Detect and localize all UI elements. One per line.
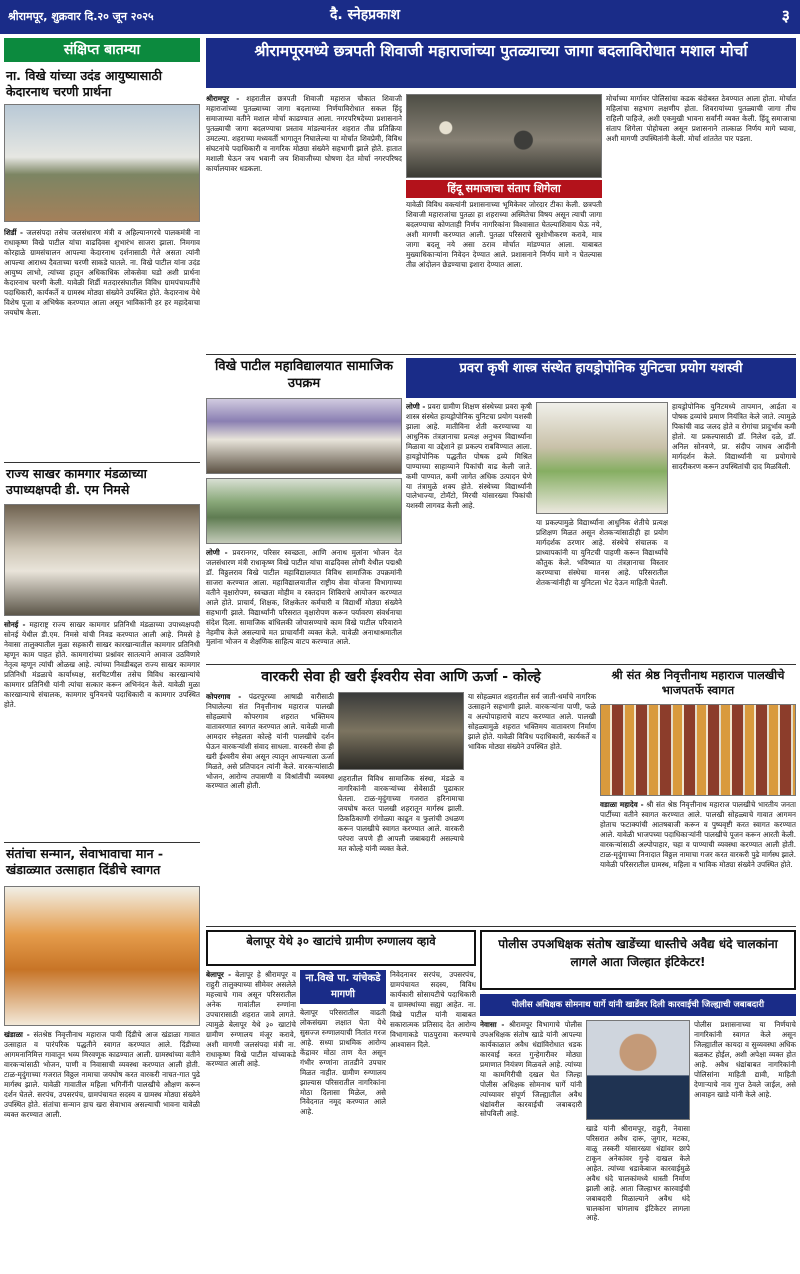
story3-text: संतश्रेष्ठ निवृत्तीनाथ महाराज पायी दिंडीचे आज खंडाळा गावात उत्साहात व पारंपरिक पद्धतीने स्वागत करण्यात आले. दिंडीच्या आगमनानिमित्त गावातून भव्य मिरवणूक काढण्यात आली. ग्रामस्थांच्या वतीने वारकऱ्यांसाठी भोजन, पाणी व निवासाची व्यवस्था करण्यात आली होती. टाळ-मृदुंगाच्या गजरात विठ्ठल नामाचा जयघोष करत वारकरी नाचत-गात पुढे मार्गस्थ झाले. यावेळी गावातील महिला भगिनींनी पालखीचे औक्षण करून दर्शन घेतले. सरपंच, उपसरपंच, ग्रामपंचायत सदस्य व ग्रामस्थ मोठ्या संख्येने उपस्थित होते. संतांचा सन्मान हाच खरा सेवाभाव असल्याची भावना यावेळी व्यक्त करण्यात आली. (4, 1030, 200, 1119)
lead-text-b: यावेळी विविध वक्त्यांनी प्रशासनाच्या भूमिकेवर जोरदार टीका केली. छत्रपती शिवाजी महाराजांचा पुतळा हा शहराच्या अस्मितेचा विषय असून त्याची जागा बदलण्याचा कोणताही निर्णय नागरिकांना विश्वासात घेतल्याशिवाय घेऊ नये, अशी मागणी करण्यात आली. पुतळा परिसराचे सुशोभीकरण करावे, मात्र जागा बदलू नये असा ठराव मोर्चात मांडण्यात आला. याबाबत मुख्याधिकाऱ्यांना निवेदन देण्यात आले. प्रशासनाने निर्णय मागे न घेतल्यास तीव्र आंदोलन छेडण्याचा इशारा देण्यात आला. (406, 200, 602, 269)
page-number: ३ (781, 6, 790, 25)
police-dateline: नेवासा - (480, 1020, 505, 1029)
belapur-text-b: बेलापूर परिसरातील वाढती लोकसंख्या लक्षात घेता येथे सुसज्ज रुग्णालयाची नितांत गरज आहे. सध्या प्राथमिक आरोग्य केंद्रावर मोठा ताण येत असून गंभीर रुग्णांना तातडीने उपचार मिळत नाहीत. ग्रामीण रुग्णालय झाल्यास परिसरातील नागरिकांना मोठा दिलासा मिळेल, असे निवेदनात नमूद करण्यात आले आहे. (300, 1008, 386, 1117)
police-photo (586, 1020, 690, 1120)
lead-text-c: मोर्चाच्या मार्गावर पोलिसांचा कडक बंदोबस्त ठेवण्यात आला होता. मोर्चात महिलांचा सहभाग लक्षणीय होता. शिवरायांच्या पुतळ्याची जागा तीच राहिली पाहिजे, अशी एकमुखी भावना सर्वांनी व्यक्त केली. हिंदू समाजाचा संताप शिगेला पोहोचला असून प्रशासनाने तात्काळ निर्णय मागे घ्यावा, अशी मागणी उपस्थितांनी केली. मोर्चा शांततेत पार पडला. (606, 94, 796, 143)
divider (206, 354, 796, 355)
belapur-headline: बेलापूर येथे ३० खाटांचे ग्रामीण रुग्णालय व्हावे (206, 930, 476, 966)
story3-dateline: खंडाळा - (4, 1030, 30, 1039)
belapur-text-c: निवेदनावर सरपंच, उपसरपंच, ग्रामपंचायत सदस्य, विविध कार्यकारी सोसायटीचे पदाधिकारी व ग्रामस्थांच्या सह्या आहेत. ना. विखे पाटील यांनी याबाबत सकारात्मक प्रतिसाद देत आरोग्य विभागाकडे पाठपुरावा करण्याचे आश्वासन दिले. (390, 970, 476, 1049)
story1-text: जलसंपदा तसेच जलसंधारण मंत्री व अहिल्यानगरचे पालकमंत्री ना राधाकृष्ण विखे पाटील यांचा वाढदिवस शुभारंभ साजरा झाला. निमगाव कोरहाळे ग्रामसंचालन आपल्या केदारनाथ दर्शनासाठी गेले असता त्यांनी आपल्या आराध्य दैवताच्या चरणी साकडे घातले. ना. विखे पाटील यांना उदंड आयुष्य लाभो, त्यांच्या हातून अधिकाधिक लोकसेवा घडो अशी प्रार्थना केदारनाथ चरणी केली. यावेळी शिर्डी मतदारसंघातील विविध ग्रामपंचायतींचे पदाधिकारी, कार्यकर्ते व ग्रामस्थ मोठ्या संख्येने उपस्थित होते. केदारनाथ येथे विशेष पूजा व अभिषेक करण्यात आला असून भाविकांनी हर हर महादेवाचा जयघोष केला. (4, 228, 200, 317)
police-headline: पोलीस उपअधिक्षक संतोष खाडेंच्या धास्तीचे अवैद्य धंदे चालकांना लागले आता जिल्हात इंटिकेटर! (480, 930, 796, 990)
barkari-body-a (206, 692, 334, 922)
nivrutti-body (600, 800, 796, 922)
belapur-dateline: बेलापूर - (206, 970, 232, 979)
lead-body-a (206, 94, 402, 350)
divider (4, 462, 200, 463)
story1-headline: ना. विखे यांच्या उदंड आयुष्यासाठी केदारनाथ चरणी प्रार्थना (6, 68, 162, 99)
police-body-c (694, 1020, 796, 1270)
story2-headline: राज्य साखर कामगार मंडळाच्या उपाध्यक्षपदी डी. एम निमसे (6, 466, 147, 497)
pravara-text-a: प्रवरा ग्रामीण शिक्षण संस्थेच्या प्रवरा कृषी शास्त्र संस्थेत हायड्रोपोनिक युनिटचा प्रयोग यशस्वी झाला आहे. मातीविना शेती करण्याच्या या आधुनिक तंत्रज्ञानाचा प्रत्यक्ष अनुभव विद्यार्थ्यांना मिळावा या उद्देशाने हा प्रकल्प राबविण्यात आला. हायड्रोपोनिक पद्धतीत पोषक द्रव्ये मिश्रित पाण्याच्या साहाय्याने पिकांची वाढ केली जाते. कमी पाण्यात, कमी जागेत अधिक उत्पादन घेणे या तंत्रामुळे शक्य होते. संस्थेच्या विद्यार्थ्यांनी पालेभाज्या, टोमॅटो, मिरची यांसारख्या पिकांची यशस्वी लागवड केली आहे. (406, 402, 532, 511)
lead-dateline: श्रीरामपूर - (206, 94, 240, 103)
pravara-body-c (672, 402, 796, 660)
belapur-body-a (206, 970, 296, 1270)
story3-photo (4, 886, 200, 1026)
lead-photo-caption: हिंदू समाजाचा संताप शिगेला (406, 180, 602, 198)
belapur-body-b (300, 1008, 386, 1270)
masthead (0, 0, 800, 34)
story2-body (4, 620, 200, 838)
masthead-dateline: श्रीरामपूर, शुक्रवार दि.२० जून २०२५ (8, 10, 154, 23)
vikhe-photo-2 (206, 478, 402, 544)
police-text-b: खाडे यांनी श्रीरामपूर, राहुरी, नेवासा परिसरात अवैध दारू, जुगार, मटका, वाळू तस्करी यांसारख्या धंद्यांवर छापे टाकून अनेकांवर गुन्हे दाखल केले आहेत. त्यांच्या धडाकेबाज कारवाईमुळे अवैध धंदे चालकांमध्ये धास्ती निर्माण झाली आहे. आता जिल्हाभर कारवाईची जबाबदारी मिळाल्याने अवैध धंदे चालकांना चांगलाच इंटिकेटर लागला आहे. (586, 1124, 690, 1223)
barkari-headline: वारकरी सेवा ही खरी ईश्वरीय सेवा आणि ऊर्जा - कोल्हे (261, 669, 541, 685)
belapur-text-a: बेलापूर हे श्रीरामपूर व राहुरी तालुक्याच्या सीमेवर असलेले महत्त्वाचे गाव असून परिसरातील अनेक गावांतील रुग्णांना उपचारासाठी शहरात जावे लागते. त्यामुळे बेलापूर येथे ३० खाटांचे ग्रामीण रुग्णालय मंजूर करावे, अशी मागणी जलसंपदा मंत्री ना. राधाकृष्ण विखे पाटील यांच्याकडे करण्यात आली आहे. (206, 970, 296, 1069)
nivrutti-photo (600, 704, 796, 796)
lead-body-b (406, 200, 602, 350)
barkari-body-b (338, 774, 464, 922)
barkari-text-a: पंढरपूरच्या आषाढी वारीसाठी निघालेल्या संत निवृत्तीनाथ महाराज पालखी सोहळ्याचे कोपरगाव शहरात भक्तिमय वातावरणात स्वागत करण्यात आले. यावेळी माजी आमदार स्नेहलता कोल्हे यांनी पालखीचे दर्शन घेऊन वारकऱ्यांशी संवाद साधला. वारकरी सेवा ही खरी ईश्वरीय सेवा असून त्यातून आपल्याला ऊर्जा मिळते, असे प्रतिपादन त्यांनी केले. वारकऱ्यांसाठी भोजन, आरोग्य तपासणी व विश्रांतीची व्यवस्था करण्यात आली होती. (206, 692, 334, 791)
section-label: संक्षिप्त बातम्या (4, 38, 200, 62)
vikhe-headline: विखे पाटील महाविद्यालयात सामाजिक उपक्रम (215, 359, 393, 391)
story1-body (4, 228, 200, 458)
police-body-a (480, 1020, 582, 1270)
vikhe-photo-1 (206, 398, 402, 474)
vikhe-text: प्रवरानगर, परिसर स्वच्छता, आणि अनाथ मुलांना भोजन देत जलसंधारण मंत्री राधाकृष्ण विखे पाटील यांचा वाढदिवस लोणी येथील पद्मश्री डॉ. विठ्ठलराव विखे पाटील महाविद्यालयात विविध सामाजिक उपक्रमांनी साजरा करण्यात आला. महाविद्यालयातील राष्ट्रीय सेवा योजना विभागाच्या वतीने वृक्षारोपण, स्वच्छता मोहीम व रक्तदान शिबिराचे आयोजन करण्यात आले होते. प्राचार्य, शिक्षक, शिक्षकेतर कर्मचारी व विद्यार्थी मोठ्या संख्येने सहभागी झाले. विद्यार्थ्यांनी परिसरात वृक्षारोपण करून पर्यावरण संवर्धनाचा संदेश दिला. सामाजिक बांधिलकी जोपासण्याचे काम विखे पाटील परिवाराने नेहमीच केले असल्याचे मत प्राचार्यांनी व्यक्त केले. यावेळी अनाथाश्रमातील मुलांना भोजन व शैक्षणिक साहित्य वाटप करण्यात आले. (206, 548, 402, 647)
story3-headline: संतांचा सन्मान, सेवाभावाचा मान - खंडाळ्यात उत्साहात दिंडीचे स्वागत (6, 846, 164, 877)
police-text-a: श्रीरामपूर विभागाचे पोलीस उपअधिक्षक संतोष खाडे यांनी आपल्या कार्यकाळात अवैध धंद्यांविरोधात धडक कारवाई करत गुन्हेगारीवर मोठ्या प्रमाणात नियंत्रण मिळवले आहे. त्यांच्या या कामगिरीची दखल घेत जिल्हा पोलीस अधिक्षक सोमनाथ घार्गे यांनी त्यांच्यावर संपूर्ण जिल्ह्यातील अवैध धंद्यांवरील कारवाईची जबाबदारी सोपविली आहे. (480, 1020, 582, 1119)
divider (4, 842, 200, 843)
nivrutti-headline: श्री संत श्रेष्ठ निवृत्तीनाथ महाराज पालखीचे भाजपतर्फे स्वागत (611, 668, 785, 697)
nivrutti-dateline: वडाळा महादेव - (600, 800, 644, 809)
nivrutti-text: श्री संत श्रेष्ठ निवृत्तीनाथ महाराज पालखीचे भारतीय जनता पार्टीच्या वतीने स्वागत करण्यात आले. पालखी सोहळ्याचे गावात आगमन होताच फटाक्यांची आतषबाजी करून व पुष्पवृष्टी करत स्वागत करण्यात आले. यावेळी भाजपच्या पदाधिकाऱ्यांनी पालखीचे पूजन करून आरती केली. वारकऱ्यांसाठी अल्पोपाहार, चहा व पाण्याची व्यवस्था करण्यात आली होती. टाळ-मृदुंगाच्या निनादात विठ्ठल नामाचा गजर करत वारकरी पुढे मार्गस्थ झाले. यावेळी परिसरातील ग्रामस्थ, महिला व भाविक मोठ्या संख्येने उपस्थित होते. (600, 800, 796, 869)
divider (206, 926, 796, 927)
pravara-body-a (406, 402, 532, 660)
left-column (4, 38, 200, 1270)
pravara-dateline: लोणी - (406, 402, 426, 411)
story1-photo (4, 104, 200, 222)
story2-dateline: सोनई - (4, 620, 26, 629)
belapur-subhead: ना.विखे पा. यांचेकडे मागणी (300, 970, 386, 1004)
barkari-text-c: या सोहळ्यात शहरातील सर्व जाती-धर्माचे नागरिक उत्साहाने सहभागी झाले. वारकऱ्यांना पाणी, फळे व अल्पोपाहाराचे वाटप करण्यात आले. पालखी सोहळ्यामुळे शहरात भक्तिमय वातावरण निर्माण झाले होते. यावेळी विविध पदाधिकारी, कार्यकर्ते व भाविक मोठ्या संख्येने उपस्थित होते. (468, 692, 596, 751)
pravara-photo (536, 402, 668, 514)
divider (206, 664, 796, 665)
vikhe-body (206, 548, 402, 660)
barkari-photo (338, 692, 464, 770)
pravara-text-b: या प्रकल्पामुळे विद्यार्थ्यांना आधुनिक शेतीचे प्रत्यक्ष प्रशिक्षण मिळत असून शेतकऱ्यांसाठीही हा प्रयोग मार्गदर्शक ठरणार आहे. संस्थेचे संचालक व प्राध्यापकांनी या युनिटची पाहणी करून विद्यार्थ्यांचे कौतुक केले. भविष्यात या तंत्रज्ञानाचा विस्तार करण्याचा संस्थेचा मानस आहे. परिसरातील शेतकऱ्यांनीही या युनिटला भेट देऊन माहिती घेतली. (536, 518, 668, 587)
pravara-body-b (536, 518, 668, 660)
lead-body-c (606, 94, 796, 350)
police-body-b (586, 1124, 690, 1270)
story3-body (4, 1030, 200, 1268)
barkari-body-c (468, 692, 596, 922)
belapur-body-c (390, 970, 476, 1270)
story2-text: महाराष्ट्र राज्य साखर कामगार प्रतिनिधी मंडळाच्या उपाध्यक्षपदी सोनई येथील डी.एम. निमसे यांची निवड करण्यात आली आहे. निमसे हे नेवासा तालुक्यातील मुळा सहकारी साखर कारखान्यातील कामगार प्रतिनिधी म्हणून काम पाहत होते. कामगारांच्या प्रश्नांवर सातत्याने आवाज उठविणारे नेतृत्व म्हणून त्यांची ओळख आहे. त्यांच्या निवडीबद्दल राज्य साखर कामगार प्रतिनिधी मंडळाचे कार्याध्यक्ष, सरचिटणीस तसेच विविध कारखान्यांचे कामगार प्रतिनिधी यांनी त्यांचा सत्कार करून अभिनंदन केले. यावेळी मुळा कारखान्याचे संचालक, कामगार युनियनचे पदाधिकारी व कामगार उपस्थित होते. (4, 620, 200, 709)
pravara-headline: प्रवरा कृषी शास्त्र संस्थेत हायड्रोपोनिक युनिटचा प्रयोग यशस्वी (406, 358, 796, 398)
vikhe-dateline: लोणी - (206, 548, 228, 557)
lead-headline: श्रीरामपूरमध्ये छत्रपती शिवाजी महाराजांच्या पुतळ्याच्या जागा बदलाविरोधात मशाल मोर्चा (206, 38, 796, 88)
barkari-text-b: शहरातील विविध सामाजिक संस्था, मंडळे व नागरिकांनी वारकऱ्यांच्या सेवेसाठी पुढाकार घेतला. टाळ-मृदुंगाच्या गजरात हरिनामाचा जयघोष करत पालखी शहरातून मार्गस्थ झाली. ठिकठिकाणी रांगोळ्या काढून व फुलांची उधळण करून पालखीचे स्वागत करण्यात आले. वारकरी परंपरा जपणे ही आपली जबाबदारी असल्याचे मत कोल्हे यांनी व्यक्त केले. (338, 774, 464, 853)
lead-text-a: शहरातील छत्रपती शिवाजी महाराज चौकात शिवाजी महाराजांच्या पुतळ्याच्या जागा बदलाच्या निर्णयाविरोधात सकल हिंदू समाजाच्या वतीने मशाल मोर्चा काढण्यात आला. नगरपरिषदेच्या प्रशासनाने पुतळ्याची जागा बदलण्याचा प्रस्ताव मांडल्यानंतर शहरात तीव्र प्रतिक्रिया उमटल्या. शहराच्या मध्यवर्ती भागातून निघालेल्या या मोर्चात शिवप्रेमी, विविध संघटनांचे पदाधिकारी व नागरिक मोठ्या संख्येने सहभागी झाले होते. हातात मशाली घेऊन जय भवानी जय शिवाजीच्या घोषणा देत मोर्चा नगरपरिषद कार्यालयावर धडकला. (206, 94, 402, 173)
story1-dateline: शिर्डी - (4, 228, 23, 237)
barkari-dateline: कोपरगाव - (206, 692, 242, 701)
publication-name: दै. स्नेहप्रकाश (330, 7, 401, 23)
story2-photo (4, 504, 200, 616)
lead-photo (406, 94, 602, 178)
pravara-text-c: हायड्रोपोनिक युनिटमध्ये तापमान, आर्द्रता व पोषक द्रव्यांचे प्रमाण नियंत्रित केले जाते. त्यामुळे पिकांची वाढ जलद होते व रोगांचा प्रादुर्भाव कमी होतो. या प्रकल्पासाठी डॉ. निलेश दळे, डॉ. अनिल सोनवणे, प्रा. संदीप जाधव आदींनी मार्गदर्शन केले. विद्यार्थ्यांनी या प्रयोगाचे सादरीकरण करून उपस्थितांची दाद मिळविली. (672, 402, 796, 471)
police-text-c: पोलीस प्रशासनाच्या या निर्णयाचे नागरिकांनी स्वागत केले असून जिल्ह्यातील कायदा व सुव्यवस्था अधिक बळकट होईल, अशी अपेक्षा व्यक्त होत आहे. अवैध धंद्यांबाबत नागरिकांनी पोलिसांना माहिती द्यावी, माहिती देणाऱ्याचे नाव गुप्त ठेवले जाईल, असे आवाहन खाडे यांनी केले आहे. (694, 1020, 796, 1099)
police-kicker: पोलीस अधिक्षक सोमनाथ घार्गे यांनी खाडेंवर दिली कारवाईची जिल्ह्याची जबाबदारी (480, 994, 796, 1016)
